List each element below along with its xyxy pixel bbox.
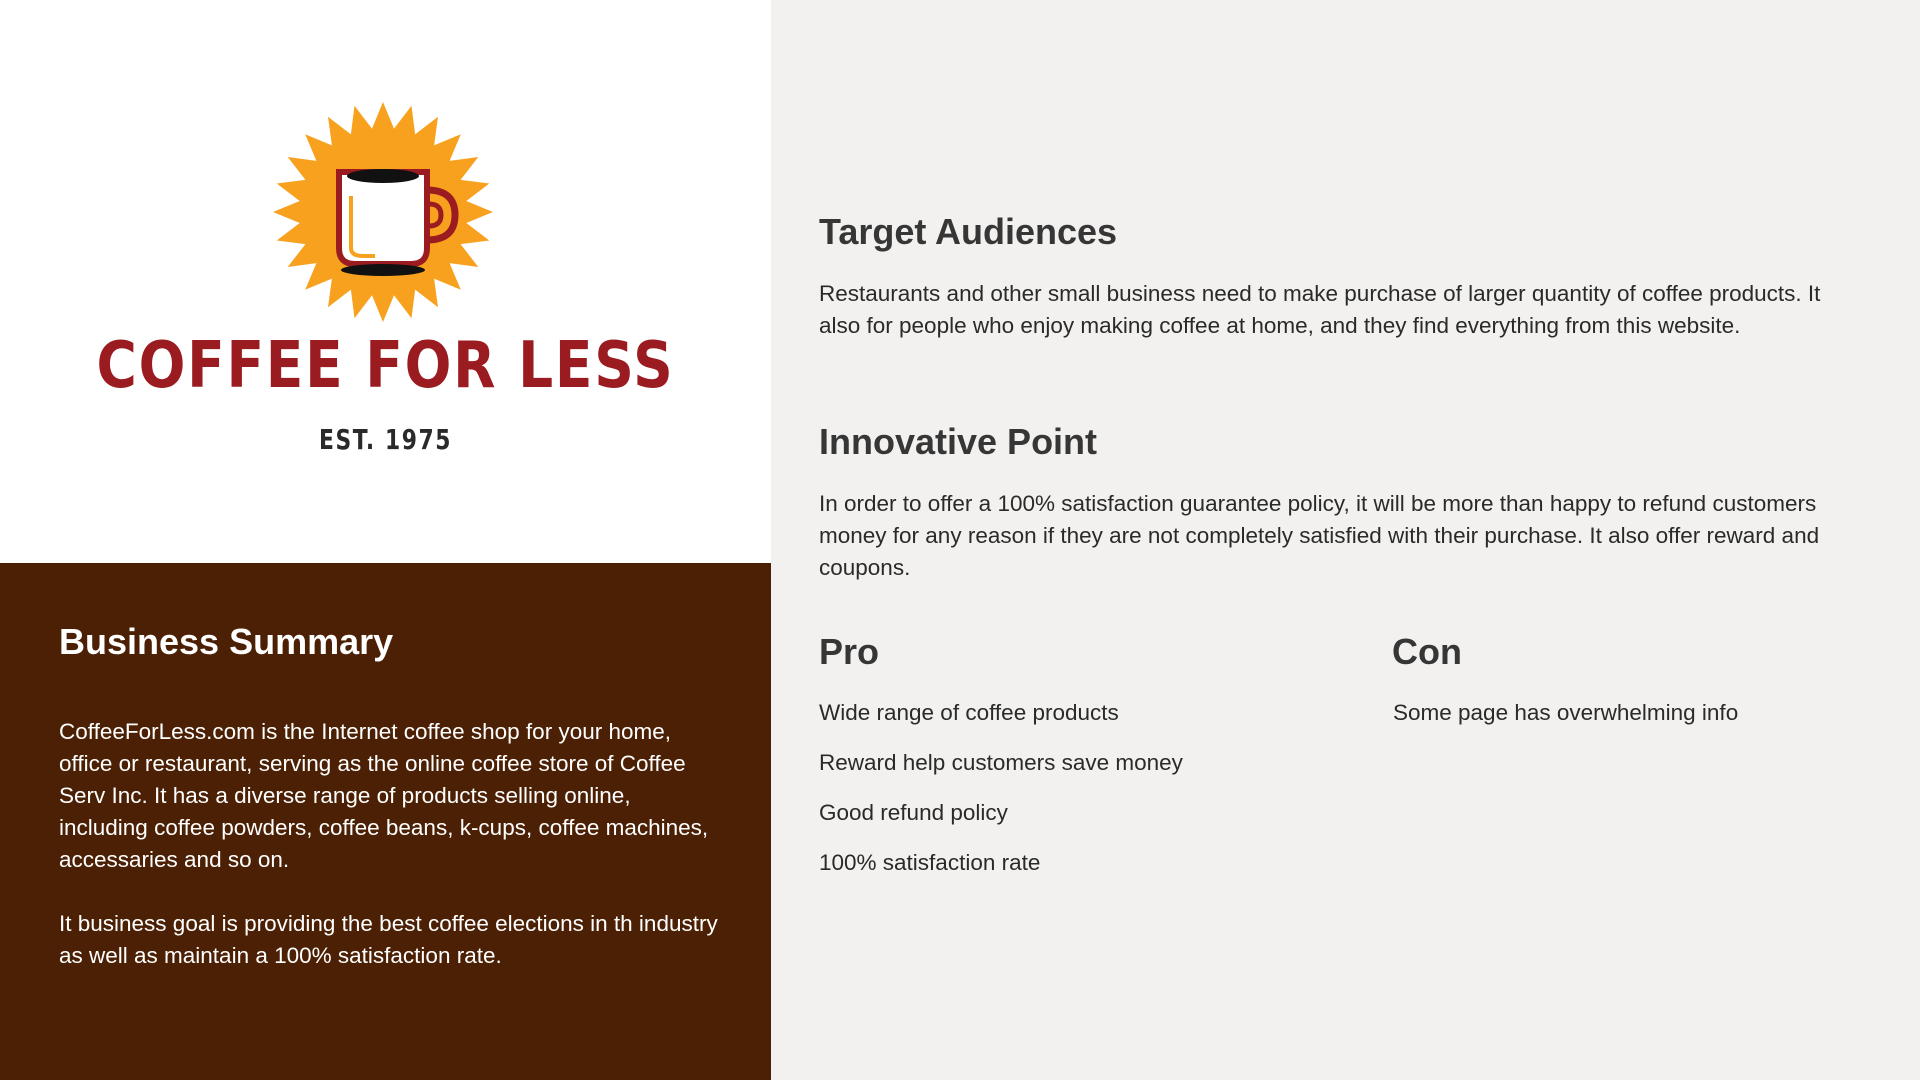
pro-item: Wide range of coffee products [819,700,1119,725]
business-summary-title: Business Summary [59,621,394,662]
brand-name: COFFEE FOR LESS [96,329,675,403]
target-audiences-title: Target Audiences [819,211,1118,252]
business-goal-paragraph: It business goal is providing the best coffee elections in th industry as well as maintain a 100% satisfaction rate. [59,911,718,968]
pro-title: Pro [819,631,880,672]
con-list [1393,697,1738,747]
logo [0,0,771,563]
con-title: Con [1392,631,1462,672]
pro-item: 100% satisfaction rate [819,850,1041,875]
pro-item: Good refund policy [819,800,1008,825]
pro-list [819,697,1183,897]
innovative-point-text: In order to offer a 100% satisfaction guarantee policy, it will be more than happy to refund customers money for any reason if they are not completely satisfied with their purchase. It also offer reward and coupons. [819,491,1820,580]
coffee-cup-sun-icon [271,100,501,330]
logo-panel [0,0,771,563]
con-item: Some page has overwhelming info [1393,700,1739,725]
target-audiences-text: Restaurants and other small business need to make purchase of larger quantity of coffee products. It also for people who enjoy making coffee at home, and they find everything from this website. [819,281,1821,338]
business-summary-paragraph: CoffeeForLess.com is the Internet coffee shop for your home, office or restaurant, serving as the online coffee store of Coffee Serv Inc. It has a diverse range of products selling online, including coffee powders, coffee beans, k-cups, coffee machines, accessaries and so on. [59,719,709,872]
innovative-point-title: Innovative Point [819,421,1098,462]
pro-item: Reward help customers save money [819,750,1183,775]
brand-established: EST. 1975 [319,423,452,456]
